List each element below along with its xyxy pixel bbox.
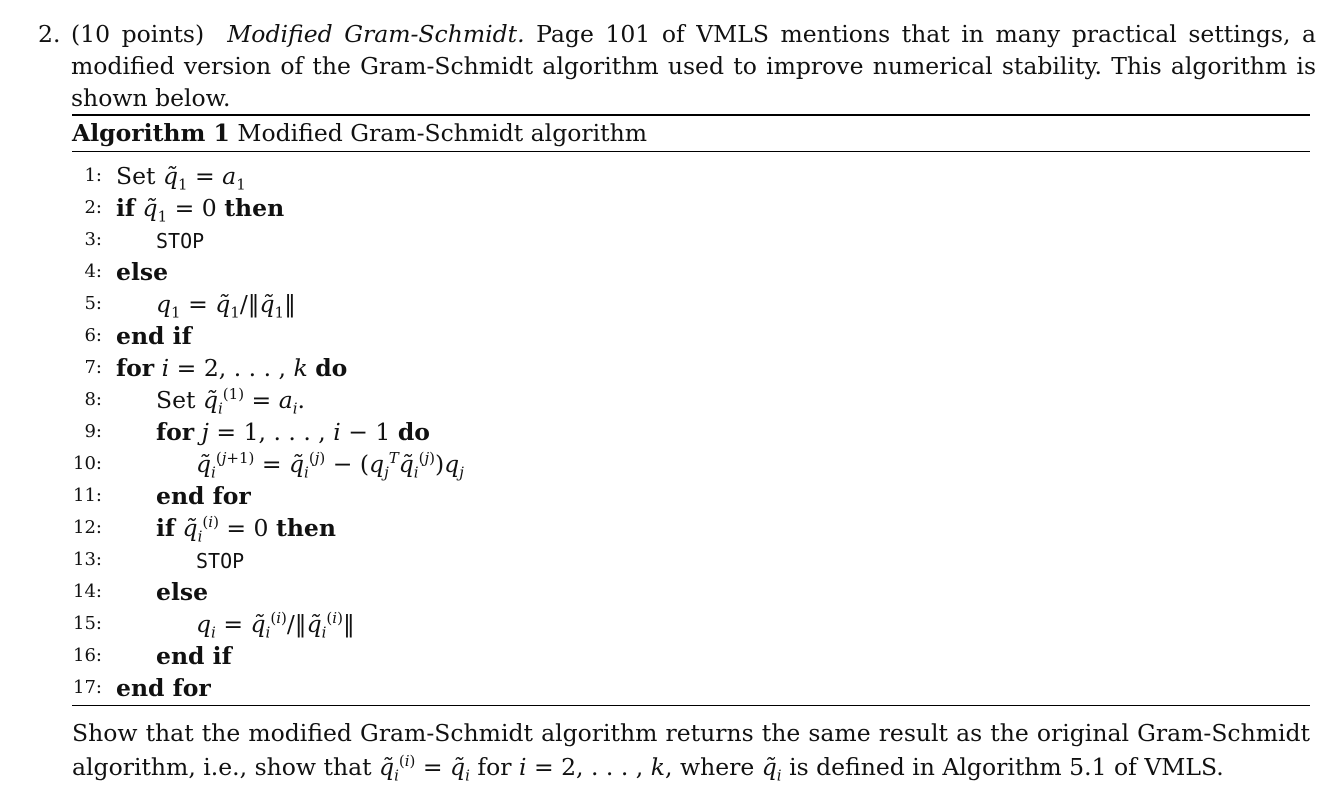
line-number: 7:	[84, 357, 102, 378]
algorithm-caption	[72, 116, 1310, 151]
keyword-stop: STOP	[156, 229, 205, 253]
question-part: is defined in Algorithm 5.1 of VMLS.	[781, 753, 1224, 781]
keyword-else: else	[156, 578, 209, 606]
algorithm-name: Modified Gram-Schmidt algorithm	[237, 119, 647, 147]
problem-points: (10 points)	[71, 20, 205, 48]
keyword-end-if: end if	[156, 642, 232, 670]
algorithm-label: Algorithm 1	[72, 119, 230, 147]
line-number: 2:	[84, 197, 102, 218]
line-number: 10:	[73, 453, 102, 474]
problem-body	[71, 18, 1316, 114]
keyword-end-if: end if	[116, 322, 192, 350]
keyword-for: for	[156, 418, 195, 446]
algorithm-lines: 1: Set $q̃_1 = a_1$ 2: if $q̃_1 = 0$ then 3: STOP 4: else 5: $q_1$ = $q̃_1/‖q̃_1‖$ 6: end if 7: for i = 2, . . . , k do 8: Set $q̃_i^{(1)} = a_i$. 9: for j = 1, . . . , i − 1 do 10: $q̃_i^{(j+1)}$ = $q̃_i^{(j)}$ − $(q_j^Tq̃_i^{(j)})q_j$ 11: end for 12: if $q̃_i^{(i)} = 0$ then 13: STOP 14: else 15: $q_i$ = $q̃_i^{(i)}/‖q̃_i^{(i)}‖$ 16: end if 17: end for	[73, 162, 464, 702]
question-part: , where	[665, 753, 762, 781]
keyword-stop: STOP	[196, 549, 245, 573]
keyword-end-for: end for	[116, 674, 211, 702]
line-number: 11:	[73, 485, 102, 506]
algorithm-box	[72, 114, 1310, 706]
keyword-do: do	[397, 418, 430, 446]
line-number: 14:	[73, 581, 102, 602]
question-text: Show that the modified Gram-Schmidt algorithm returns the same result as the original Gram-Schmidt algorithm, i.e., show that $q̃_i^{(i)}$ = $q̃_i$ for i = 2, . . . , k, where $q̃_i$ is defined in Algorithm 5.1 of VMLS.	[72, 719, 1310, 785]
line-number: 8:	[84, 389, 102, 410]
algorithm-bottom-rule	[72, 705, 1310, 706]
line-number: 5:	[84, 293, 102, 314]
keyword-then: then	[275, 514, 336, 542]
line-number: 12:	[73, 517, 102, 538]
problem-title: Modified Gram-Schmidt.	[227, 20, 525, 48]
problem-text: Page 101 of VMLS mentions that in many practical settings, a modified version of the Gram-Schmidt algorithm used to improve numerical stability. This algorithm is shown below.	[71, 20, 1316, 112]
line-number: 16:	[73, 645, 102, 666]
keyword-if: if	[156, 514, 176, 542]
keyword-end-for: end for	[156, 482, 251, 510]
keyword-then: then	[224, 194, 285, 222]
line-number: 1:	[84, 165, 102, 186]
line-number: 9:	[84, 421, 102, 442]
question-part: Show that the modified Gram-Schmidt algorithm returns the same result as the original Gram-Schmidt algorithm, i.e., show that	[72, 719, 1310, 781]
problem-number: 2.	[38, 20, 61, 48]
keyword-set: Set	[156, 386, 196, 414]
line-number: 3:	[84, 229, 102, 250]
keyword-do: do	[315, 354, 348, 382]
line-number: 13:	[73, 549, 102, 570]
keyword-for: for	[116, 354, 155, 382]
line-number: 15:	[73, 613, 102, 634]
keyword-set: Set	[116, 162, 156, 190]
line-number: 6:	[84, 325, 102, 346]
question-part: for	[469, 753, 519, 781]
keyword-else: else	[116, 258, 169, 286]
line-number: 4:	[84, 261, 102, 282]
keyword-if: if	[116, 194, 136, 222]
line-number: 17:	[73, 677, 102, 698]
